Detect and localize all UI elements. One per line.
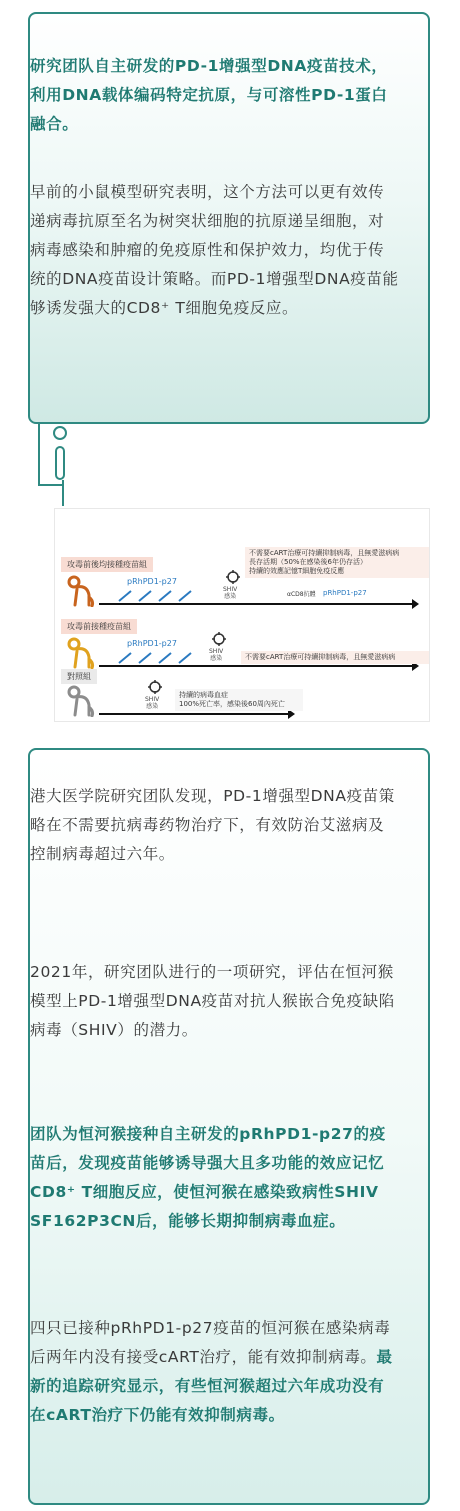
group2-outcome-note: 不需要cART治療可持續抑制病毒，且無愛滋病病 [241,651,430,664]
group1-vaccine-label: pRhPD1-p27 [127,577,177,586]
group1-label: 攻毒前後均接種疫苗組 [61,557,153,572]
group3-label: 對照組 [61,669,97,684]
study-2021-paragraph: 2021年，研究团队进行的一项研究，评估在恒河猴模型上PD-1增强型DNA疫苗对抗人猴嵌合免疫缺陷病毒（SHIV）的潜力。 [30,963,395,1039]
followup-paragraph [30,1314,400,1430]
vaccine-study-diagram [54,508,430,722]
connector-line-v [62,480,64,506]
group1-note-3: 持續的效應記憶T細胞免疫反應 [249,567,345,575]
syringe-row-2 [117,649,207,665]
mouse-study-paragraph: 早前的小鼠模型研究表明，这个方法可以更有效传递病毒抗原至名为树突状细胞的抗原递呈细胞，对病毒感染和肿瘤的免疫原性和保护效力，均优于传统的DNA疫苗设计策略。而PD-1增强型DNA疫苗能够诱发强大的CD8⁺ T细胞免疫反应。 [30,183,399,317]
group3-shiv-label: SHIV 感染 [145,696,160,710]
connector-ring [53,426,67,440]
group1-note-2: 長存活期（50%在感染後6年仍存活） [249,558,368,566]
acd8-label: αCD8抗體 [287,591,316,598]
group2-shiv-label: SHIV 感染 [209,648,224,662]
group1-timeline [99,603,413,605]
virus-icon-2 [211,631,227,647]
group3-note-2: 100%死亡率，感染後60周內死亡 [179,700,285,708]
group3-timeline [99,713,289,715]
hku-finding-paragraph: 港大医学院研究团队发现，PD-1增强型DNA疫苗策略在不需要抗病毒药物治疗下，有效防治艾滋病及控制病毒超过六年。 [30,787,395,863]
group1-vaccine2-label: pRhPD1-p27 [323,589,367,597]
virus-icon [225,569,241,585]
group1-outcome-notes [245,547,430,578]
group3-note-1: 持續的病毒血症 [179,691,228,699]
vaccination-result-paragraph: 团队为恒河猴接种自主研发的pRhPD1-p27的疫苗后，发现疫苗能够诱导强大且多功能的效应记忆CD8⁺ T细胞反应，使恒河猴在感染致病性SHIV SF162P3CN后，能够长期抑制病毒血症。 [30,1125,386,1230]
group2-label: 攻毒前接種疫苗組 [61,619,137,634]
syringe-row-1 [117,587,207,603]
virus-icon-3 [147,679,163,695]
connector-line [38,424,40,484]
group1-note-1: 不需要cART治療可持續抑制病毒，且無愛滋病病 [249,549,400,557]
group2-timeline [99,665,413,667]
group1-shiv-label: SHIV 感染 [223,586,238,600]
group3-outcome-notes [175,689,303,711]
group2-vaccine-label: pRhPD1-p27 [127,639,177,648]
followup-bold-text: 最新的追踪研究显示，有些恒河猴超过六年成功没有在cART治疗下仍能有效抑制病毒。 [30,1348,393,1424]
intro-bold-paragraph: 研究团队自主研发的PD-1增强型DNA疫苗技术，利用DNA载体编码特定抗原，与可溶性PD-1蛋白融合。 [30,57,388,133]
monkey-gray-icon [65,685,95,717]
connector-line-h [38,484,64,486]
followup-plain-text: 四只已接种pRhPD1-p27疫苗的恒河猴在感染病毒后两年内没有接受cART治疗，能有效抑制病毒。 [30,1319,391,1366]
monkey-orange-icon [65,575,95,607]
monkey-yellow-icon [65,637,95,669]
connector-pill [55,446,65,480]
